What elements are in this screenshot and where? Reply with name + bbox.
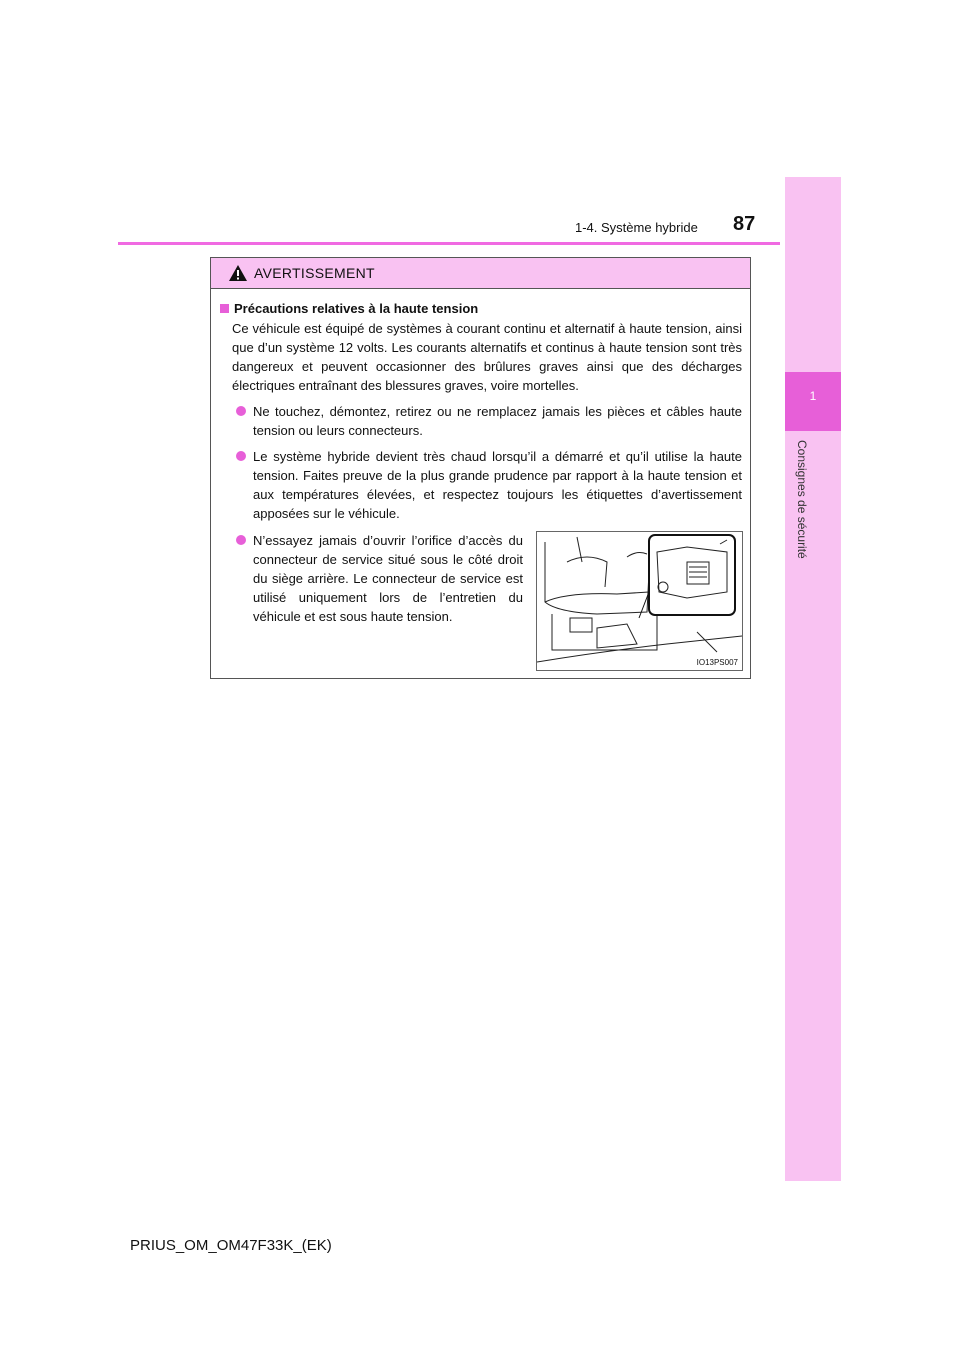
rear-seat-drawing	[537, 532, 742, 670]
warning-subheading	[220, 301, 742, 316]
warning-box	[210, 257, 751, 679]
page-number: 87	[733, 213, 756, 235]
warning-body	[211, 289, 750, 671]
document-code: PRIUS_OM_OM47F33K_(EK)	[130, 1237, 332, 1254]
chapter-number: 1	[785, 372, 841, 431]
square-bullet-icon	[220, 304, 229, 313]
figure-code: IO13PS007	[696, 658, 738, 667]
bullet-text: Ne touchez, démontez, retirez ou ne remplacez jamais les pièces et câbles haute tension ou leurs connecteurs.	[253, 404, 742, 438]
header-divider	[118, 242, 780, 245]
round-bullet-icon	[236, 451, 246, 461]
bullet-item	[220, 402, 742, 440]
bullet-text: Le système hybride devient très chaud lorsqu’il a démarré et qu’il utilise la haute tension. Faites preuve de la plus grande prudence par rapport à la haute tension et aux températures élevées, et respectez toujours les étiquettes d’avertissement apposées sur le véhicule.	[253, 449, 742, 521]
warning-title: AVERTISSEMENT	[254, 265, 375, 281]
bullet-with-figure	[220, 531, 742, 671]
subheading-text: Précautions relatives à la haute tension	[234, 301, 479, 316]
bullet-item	[220, 447, 742, 523]
service-connector-illustration	[536, 531, 743, 671]
chapter-title: Consignes de sécurité	[795, 440, 809, 559]
chapter-side-tab	[785, 177, 841, 1181]
section-title: 1-4. Système hybride	[575, 220, 698, 235]
bullet-text: N’essayez jamais d’ouvrir l’orifice d’accès du connecteur de service situé sous le côté droit du siège arrière. Le connecteur de service est utilisé uniquement lors de l’entretien du véhicule et est sous haute tension.	[253, 533, 523, 624]
round-bullet-icon	[236, 406, 246, 416]
warning-header	[211, 258, 750, 289]
warning-triangle-icon	[228, 264, 248, 282]
warning-intro: Ce véhicule est équipé de systèmes à courant continu et alternatif à haute tension, ainsi que d’un système 12 volts. Les courants alternatifs et continus à haute tension sont très dangereux et peuvent occasionner des brûlures graves ainsi que des décharges électriques entraînant des blessures graves, voire mortelles.	[232, 321, 742, 393]
round-bullet-icon	[236, 535, 246, 545]
